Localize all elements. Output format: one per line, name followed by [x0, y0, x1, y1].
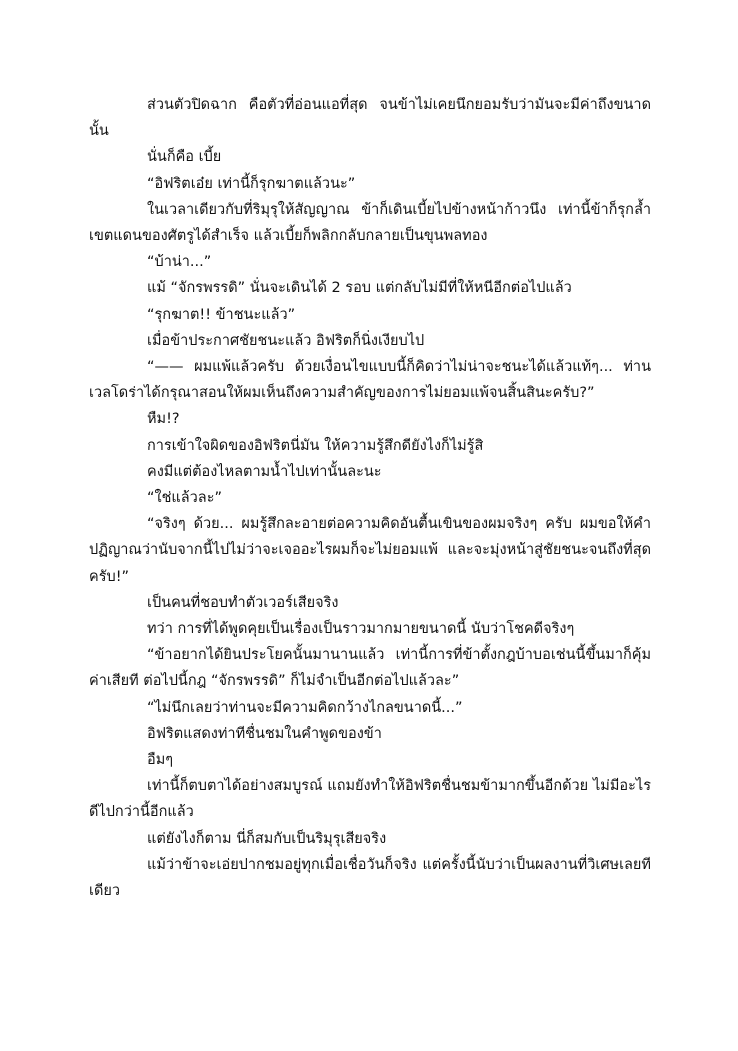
document-body — [89, 92, 651, 904]
paragraph: อืมๆ — [147, 752, 174, 769]
paragraph: ในเวลาเดียวกับที่ริมุรุให้สัญญาณ ข้าก็เดินเบี้ยไปข้างหน้าก้าวนึง เท่านี้ข้าก็รุกล้ำเขตแดนของศัตรูได้สำเร็จ แล้วเบี้ยก็พลิกกลับกลายเป็นขุนพลทอง — [89, 201, 651, 245]
paragraph: อิฟริตแสดงท่าทีชื่นชมในคำพูดของข้า — [147, 725, 382, 742]
paragraph: “ข้าอยากได้ยินประโยคนั้นมานานแล้ว เท่านี้การที่ข้าตั้งกฎบ้าบอเช่นนี้ขึ้นมาก็คุ้มค่าเสียที ต่อไปนี้กฎ “จักรพรรดิ” ก็ไม่จำเป็นอีกต่อไปแล้วละ” — [89, 647, 651, 690]
paragraph: “—— ผมแพ้แล้วครับ ด้วยเงื่อนไขแบบนี้ก็คิดว่าไม่น่าจะชนะได้แล้วแท้ๆ... ท่านเวลโดร่าได้กรุณาสอนให้ผมเห็นถึงความสำคัญของการไม่ยอมแพ้จนสิ้นสินะครับ?” — [89, 359, 651, 402]
paragraph: “บ้าน่า...” — [147, 254, 212, 271]
paragraph: คงมีแต่ต้องไหลตามน้ำไปเท่านั้นละนะ — [147, 463, 382, 480]
paragraph: เป็นคนที่ชอบทำตัวเวอร์เสียจริง — [147, 594, 339, 611]
paragraph: “ไม่นึกเลยว่าท่านจะมีความคิดกว้างไกลขนาดนี้...” — [147, 699, 463, 716]
paragraph: หืม!? — [147, 411, 180, 428]
paragraph: ทว่า การที่ได้พูดคุยเป็นเรื่องเป็นราวมากมายขนาดนี้ นับว่าโชคดีจริงๆ — [147, 621, 575, 638]
paragraph: เท่านี้ก็ตบตาได้อย่างสมบูรณ์ แถมยังทำให้อิฟริตชื่นชมข้ามากขึ้นอีกด้วย ไม่มีอะไรดีไปกว่านี้อีกแล้ว — [89, 778, 651, 821]
paragraph: แต่ยังไงก็ตาม นี่ก็สมกับเป็นริมุรุเสียจริง — [147, 830, 387, 847]
paragraph: นั่นก็คือ เบี้ย — [147, 149, 222, 166]
paragraph: “จริงๆ ด้วย... ผมรู้สึกละอายต่อความคิดอันตื้นเขินของผมจริงๆ ครับ ผมขอให้คำปฏิญาณว่านับจากนี้ไปไม่ว่าจะเจออะไรผมก็จะไม่ยอมแพ้ และจะมุ่งหน้าสู่ชัยชนะจนถึงที่สุดครับ!” — [89, 516, 651, 585]
paragraph: แม้ “จักรพรรดิ” นั่นจะเดินได้ 2 รอบ แต่กลับไม่มีที่ให้หนีอีกต่อไปแล้ว — [147, 280, 572, 297]
paragraph: เมื่อข้าประกาศชัยชนะแล้ว อิฟริตก็นิ่งเงียบไป — [147, 332, 425, 349]
paragraph: “ใช่แล้วละ” — [147, 490, 222, 507]
paragraph: “รุกฆาต!! ข้าชนะแล้ว” — [147, 306, 296, 323]
paragraph: ส่วนตัวปิดฉาก คือตัวที่อ่อนแอที่สุด จนข้าไม่เคยนึกยอมรับว่ามันจะมีค่าถึงขนาดนั้น — [89, 97, 651, 140]
paragraph: แม้ว่าข้าจะเอ่ยปากชมอยู่ทุกเมื่อเชื่อวันก็จริง แต่ครั้งนี้นับว่าเป็นผลงานที่วิเศษเลยทีเดียว — [89, 856, 651, 900]
paragraph: การเข้าใจผิดของอิฟริตนี่มัน ให้ความรู้สึกดียังไงก็ไม่รู้สิ — [147, 437, 484, 454]
paragraph: “อิฟริตเอ๋ย เท่านี้ก็รุกฆาตแล้วนะ” — [147, 175, 356, 192]
